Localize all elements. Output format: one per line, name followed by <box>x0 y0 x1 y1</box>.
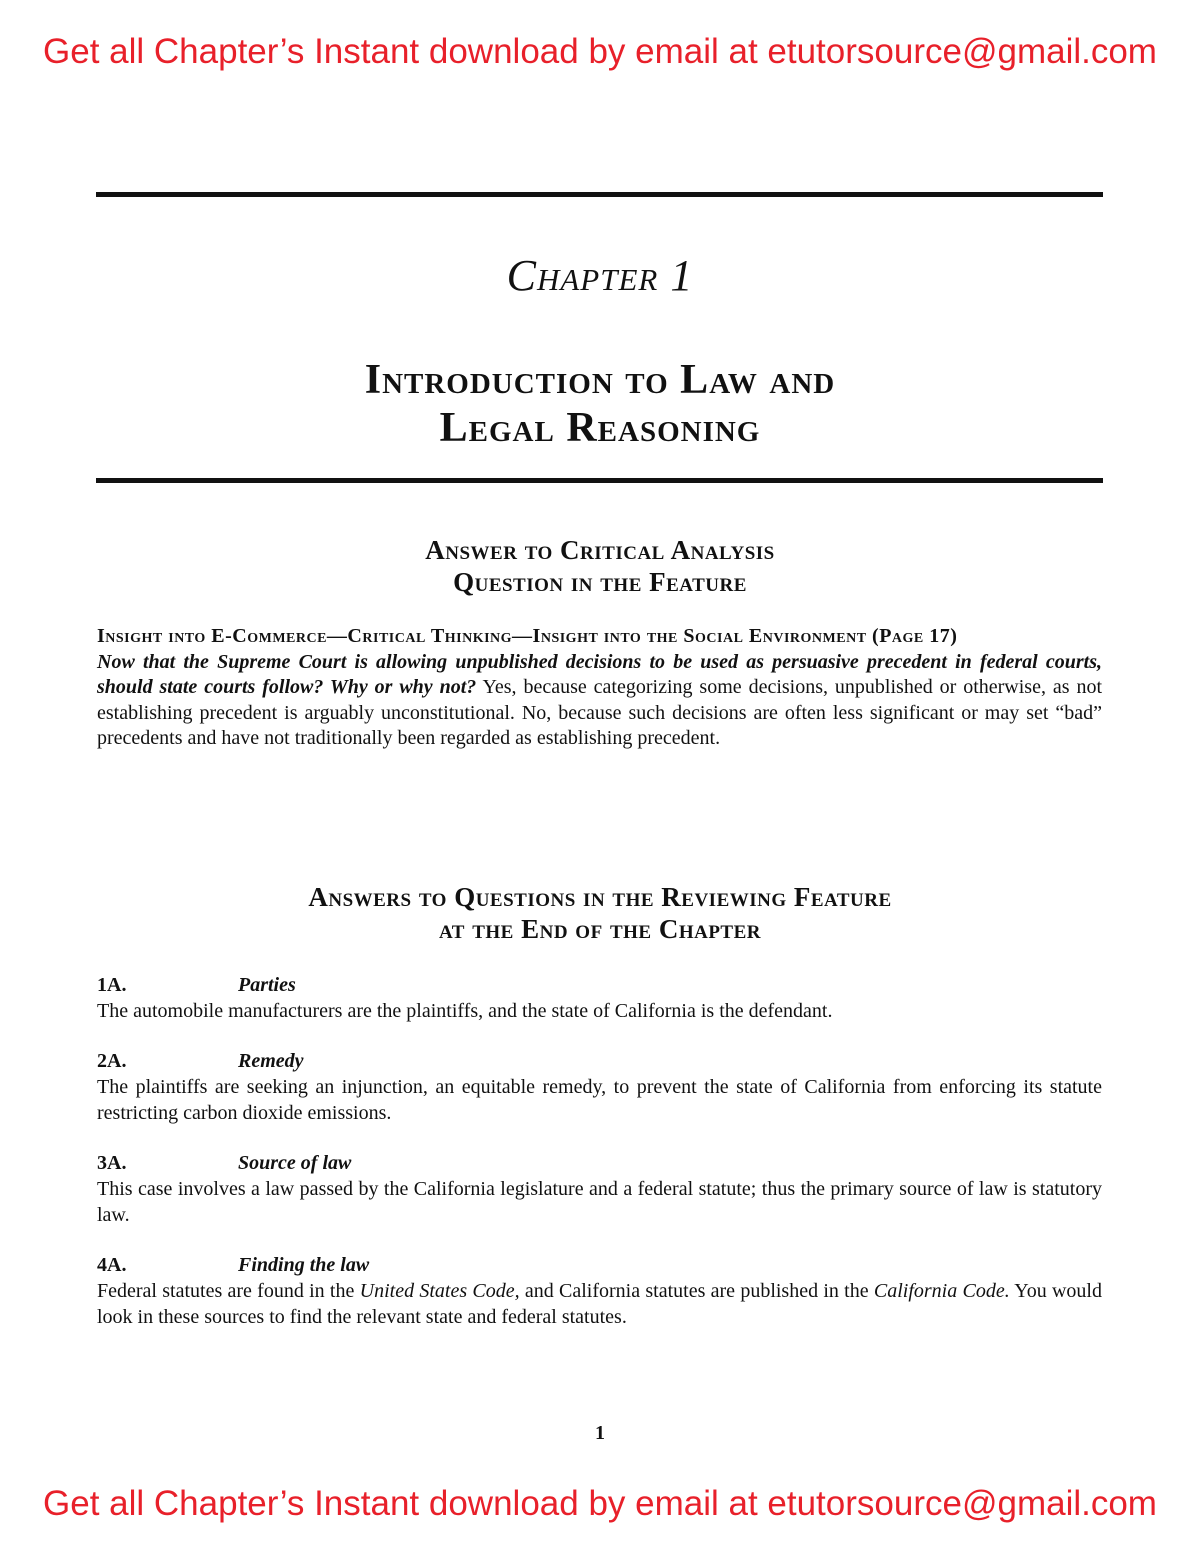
feature-label: Insight into E-Commerce—Critical Thinking—Insight into the Social Environment (Page 17) <box>97 625 958 647</box>
chapter-title-line-2: Legal Reasoning <box>439 405 761 451</box>
chapter-title <box>0 356 1200 452</box>
reviewing-heading-line-1: Answers to Questions in the Reviewing Feature <box>308 882 892 912</box>
answer-text-part: and California statutes are published in the <box>519 1280 874 1302</box>
reviewing-answers-list <box>97 972 1102 1354</box>
answer-header <box>97 972 1102 998</box>
answer-text: The automobile manufacturers are the plaintiffs, and the state of California is the defendant. <box>97 1000 833 1022</box>
answer-title: Parties <box>238 974 296 996</box>
code-title-california: California Code. <box>873 1280 1010 1302</box>
answer-text: This case involves a law passed by the California legislature and a federal statute; thus the primary source of law is statutory law. <box>97 1178 1102 1226</box>
feature-question: Now that the Supreme Court is allowing unpublished decisions to be used as persuasive precedent in federal courts, should state courts follow? Why or why not? <box>97 650 1102 698</box>
download-banner-top: Get all Chapter’s Instant download by email at etutorsource@gmail.com <box>43 32 1157 71</box>
reviewing-feature-heading <box>0 881 1200 945</box>
answer-text-part: Federal statutes are found in the <box>97 1280 360 1302</box>
critical-analysis-heading-line-1: Answer to Critical Analysis <box>425 535 775 565</box>
answer-number: 3A. <box>97 1152 127 1174</box>
top-divider <box>96 192 1103 197</box>
page-number: 1 <box>595 1422 605 1444</box>
answer-header <box>97 1048 1102 1074</box>
answer-number: 2A. <box>97 1050 127 1072</box>
critical-analysis-feature <box>97 624 1102 752</box>
chapter-title-line-1: Introduction to Law and <box>364 357 836 403</box>
answer-number: 1A. <box>97 974 127 996</box>
download-banner-bottom: Get all Chapter’s Instant download by email at etutorsource@gmail.com <box>43 1484 1157 1523</box>
answer-text <box>97 1278 1102 1330</box>
code-title-us: United States Code, <box>359 1280 520 1302</box>
answer-number: 4A. <box>97 1254 127 1276</box>
answer-item <box>97 1252 1102 1330</box>
reviewing-heading-line-2: at the End of the Chapter <box>439 914 761 944</box>
answer-title: Remedy <box>238 1050 304 1072</box>
answer-header <box>97 1150 1102 1176</box>
answer-item <box>97 972 1102 1024</box>
answer-text: The plaintiffs are seeking an injunction, an equitable remedy, to prevent the state of California from enforcing its statute restricting carbon dioxide emissions. <box>97 1076 1102 1124</box>
answer-text-part: You would look in these sources to find the relevant state and federal statutes. <box>97 1280 1102 1328</box>
answer-item <box>97 1048 1102 1126</box>
feature-answer: Yes, because categorizing some decisions, unpublished or otherwise, as not establishing precedent is arguably unconstitutional. No, because such decisions are often less significant or may set “bad” precedents and have not traditionally been regarded as establishing precedent. <box>97 676 1102 749</box>
answer-header <box>97 1252 1102 1278</box>
chapter-label: Chapter 1 <box>506 251 694 300</box>
answer-item <box>97 1150 1102 1228</box>
answer-title: Finding the law <box>238 1254 370 1276</box>
critical-analysis-heading <box>0 534 1200 598</box>
bottom-divider <box>96 478 1103 483</box>
critical-analysis-heading-line-2: Question in the Feature <box>453 567 747 597</box>
answer-title: Source of law <box>238 1152 352 1174</box>
